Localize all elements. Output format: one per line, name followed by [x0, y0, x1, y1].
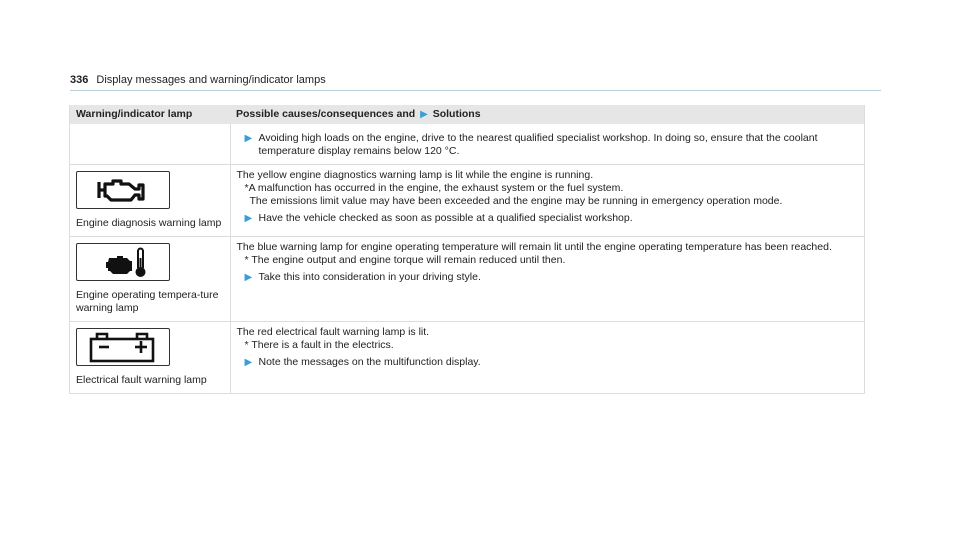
lamp-cell: [70, 237, 231, 322]
play-triangle-icon: ▶: [244, 213, 253, 224]
causes-cell: [230, 322, 865, 394]
solution-text: Take this into consideration in your driving style.: [258, 271, 481, 283]
col-header-causes: [230, 105, 865, 124]
play-triangle-icon: ▶: [244, 133, 253, 144]
lamp-cell: [70, 322, 231, 394]
solution-step: [237, 132, 859, 158]
table-row: [70, 237, 865, 322]
lamp-cell: [70, 124, 231, 165]
col-header-solutions-text: Solutions: [432, 108, 481, 120]
causes-cell: [230, 124, 865, 165]
cause-text: The emissions limit value may have been exceeded and the engine may be running in emergency operation mode.: [249, 195, 783, 207]
table-row: [70, 124, 865, 165]
lamp-label: Engine operating tempera-ture warning lamp: [76, 289, 219, 314]
page-number: 336: [70, 74, 89, 86]
solution-step: [237, 212, 859, 225]
cause-text: The blue warning lamp for engine operating temperature will remain lit until the engine operating temperature has been reached.: [236, 241, 832, 253]
header-rule: [70, 90, 881, 91]
lamp-cell: [70, 165, 231, 237]
col-header-lamp: Warning/indicator lamp: [70, 105, 231, 124]
lamp-label: Engine diagnosis warning lamp: [76, 217, 222, 229]
cause-text: The red electrical fault warning lamp is lit.: [236, 326, 430, 338]
solution-step: [237, 356, 859, 369]
causes-cell: [230, 237, 865, 322]
cause-text: * The engine output and engine torque will remain reduced until then.: [244, 254, 566, 266]
page-header: [70, 74, 326, 86]
page-header-title: Display messages and warning/indicator lamps: [96, 74, 326, 86]
engine-temperature-icon: [76, 243, 170, 281]
cause-text: *A malfunction has occurred in the engine, the exhaust system or the fuel system.: [244, 182, 624, 194]
table-row: [70, 165, 865, 237]
solution-step: [237, 271, 859, 284]
causes-cell: [230, 165, 865, 237]
solution-text: Avoiding high loads on the engine, drive to the nearest qualified specialist workshop. In doing so, ensure that the coolant temperature display remains below 120 °C.: [258, 132, 818, 157]
battery-icon: [76, 328, 170, 366]
play-triangle-icon: ▶: [244, 357, 253, 368]
engine-diagnosis-icon: [76, 171, 170, 209]
cause-text: * There is a fault in the electrics.: [244, 339, 394, 351]
cause-text: The yellow engine diagnostics warning lamp is lit while the engine is running.: [236, 169, 594, 181]
lamp-label: Electrical fault warning lamp: [76, 374, 207, 386]
warning-lamp-table: [69, 105, 865, 394]
table-header-row: [70, 105, 865, 124]
solution-text: Note the messages on the multifunction display.: [258, 356, 481, 368]
play-triangle-icon: ▶: [244, 272, 253, 283]
col-header-causes-text: Possible causes/consequences and: [236, 108, 416, 120]
solution-text: Have the vehicle checked as soon as possible at a qualified specialist workshop.: [258, 212, 633, 224]
play-triangle-icon: ▶: [420, 109, 428, 120]
table-row: [70, 322, 865, 394]
